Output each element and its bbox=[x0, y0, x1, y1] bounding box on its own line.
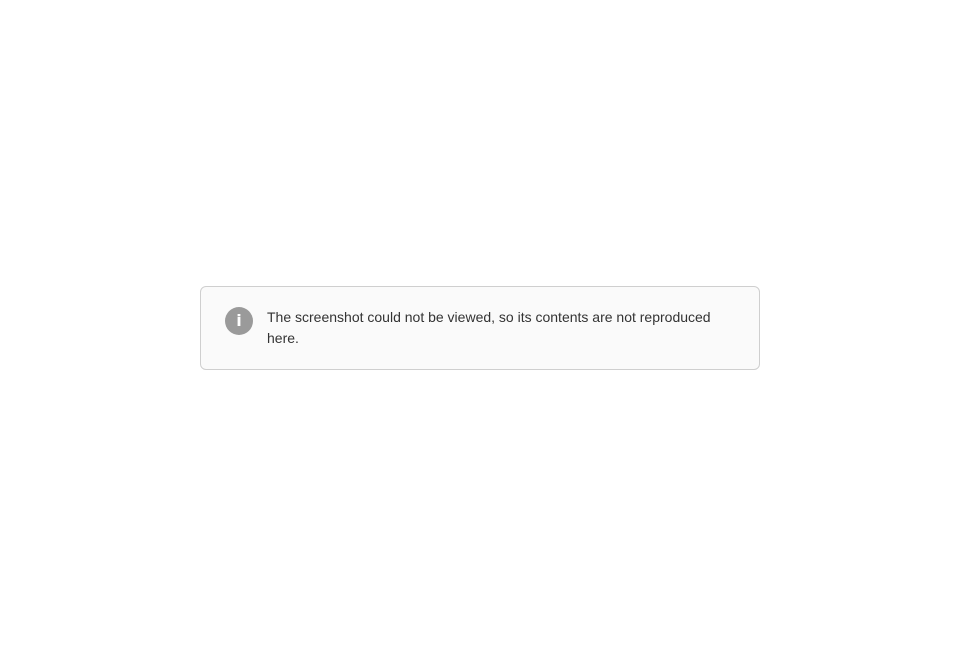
unavailable-notice bbox=[200, 286, 760, 370]
notice-message: The screenshot could not be viewed, so its contents are not reproduced here. bbox=[267, 308, 711, 346]
info-icon: i bbox=[225, 307, 253, 335]
